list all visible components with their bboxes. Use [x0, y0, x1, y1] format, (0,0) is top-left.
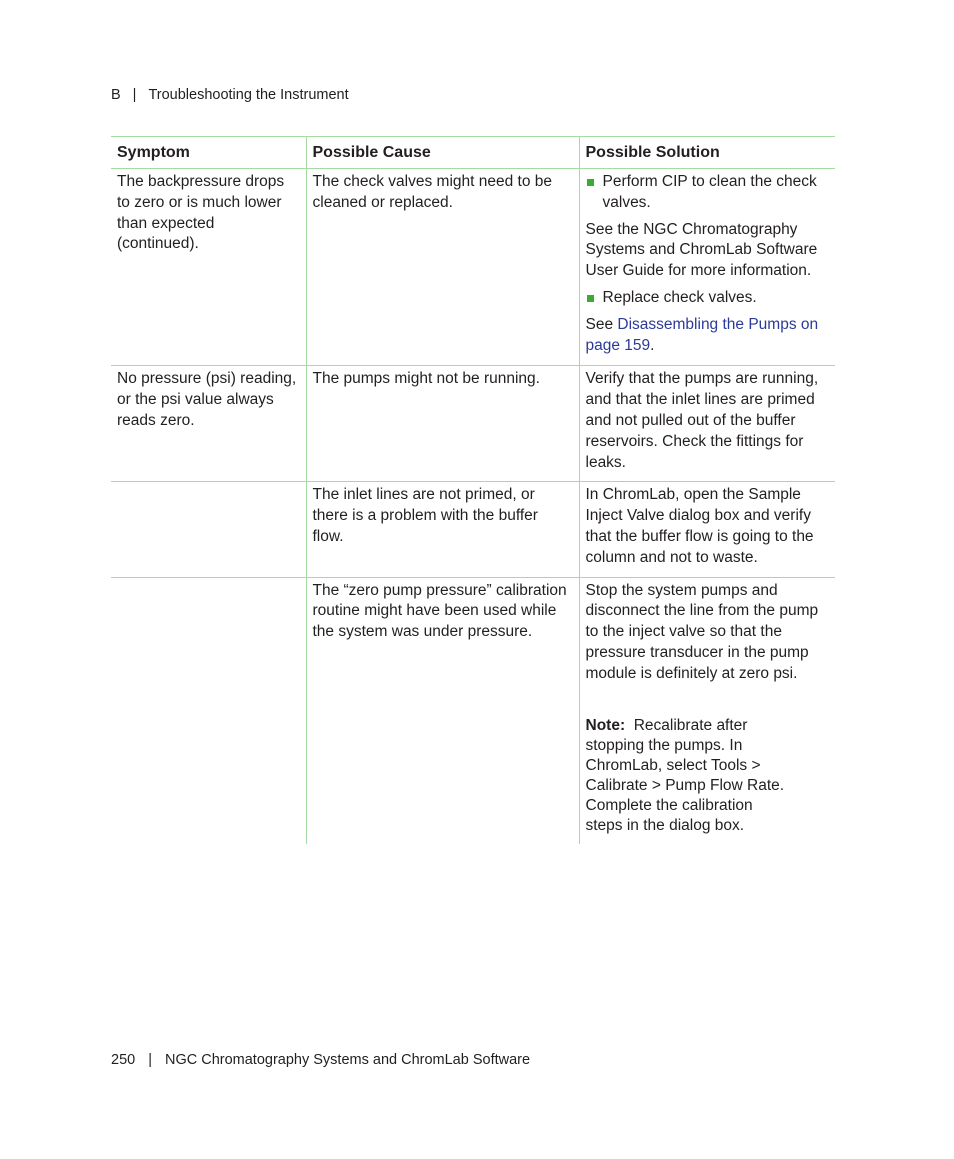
solution-text: Verify that the pumps are running, and that the inlet lines are primed and not pulled out of the buffer reservoirs. Check the fittings for leaks.: [585, 370, 819, 471]
symptom-text: No pressure (psi) reading, or the psi value always reads zero.: [117, 370, 297, 429]
solution-text: In ChromLab, open the Sample Inject Valve dialog box and verify that the buffer flow is going to the column and not to waste.: [585, 486, 814, 566]
square-bullet-icon: [587, 295, 594, 302]
see-suffix: .: [650, 336, 655, 354]
square-bullet-icon: [587, 179, 594, 186]
symptom-cell: [111, 577, 306, 843]
troubleshooting-table: [111, 136, 835, 844]
cause-text: The inlet lines are not primed, or there is a problem with the buffer flow.: [312, 486, 538, 545]
book-title: NGC Chromatography Systems and ChromLab Software: [164, 1052, 531, 1068]
header-separator: |: [132, 87, 137, 103]
symptom-cell: [111, 482, 306, 577]
section-letter: B: [111, 87, 121, 103]
column-header-symptom: Symptom: [111, 137, 306, 169]
see-prefix: See: [585, 315, 618, 333]
bullet-text: Replace check valves.: [602, 288, 757, 306]
running-header: [111, 87, 349, 103]
see-reference: [586, 315, 830, 357]
solution-paragraph: See the NGC Chromatography Systems and ChromLab Software User Guide for more information.: [585, 220, 818, 280]
note-label: Note:: [585, 716, 626, 734]
cross-reference-link[interactable]: Disassembling the Pumps on page 159: [585, 315, 819, 354]
symptom-cell: [111, 169, 306, 366]
table-header-row: [111, 137, 835, 169]
table-row: [111, 577, 835, 843]
symptom-text: The backpressure drops to zero or is much lower than expected (continued).: [117, 173, 285, 253]
cause-cell: [306, 577, 579, 843]
solution-text: Stop the system pumps and disconnect the line from the pump to the inject valve so that the pressure transducer in the pump module is definitely at zero psi.: [585, 581, 819, 682]
table-row: [111, 482, 835, 577]
footer-separator: |: [148, 1052, 152, 1068]
symptom-cell: [111, 366, 306, 482]
solution-cell: [579, 366, 835, 482]
cause-text: The pumps might not be running.: [312, 370, 540, 388]
column-header-solution: Possible Solution: [579, 137, 835, 169]
bullet-item: [586, 172, 830, 214]
solution-cell: [579, 577, 835, 843]
cause-cell: [306, 482, 579, 577]
cause-text: The “zero pump pressure” calibration routine might have been used while the system was under pressure.: [312, 581, 567, 641]
bullet-item: [586, 288, 830, 309]
page-number: 250: [111, 1052, 136, 1068]
solution-cell: [579, 482, 835, 577]
running-footer: [111, 1052, 530, 1068]
cause-cell: [306, 366, 579, 482]
cause-text: The check valves might need to be cleaned or replaced.: [312, 173, 553, 211]
bullet-text: Perform CIP to clean the check valves.: [602, 173, 817, 211]
chapter-title: Troubleshooting the Instrument: [148, 87, 349, 103]
solution-cell: [579, 169, 835, 366]
table-row: [111, 366, 835, 482]
column-header-cause: Possible Cause: [306, 137, 579, 169]
note-text: Recalibrate after stopping the pumps. In ChromLab, select Tools > Calibrate > Pump Flow Rate. Complete the calibration steps in the dialog box.: [585, 716, 785, 834]
note-block: [586, 716, 786, 836]
table-row: [111, 169, 835, 366]
cause-cell: [306, 169, 579, 366]
